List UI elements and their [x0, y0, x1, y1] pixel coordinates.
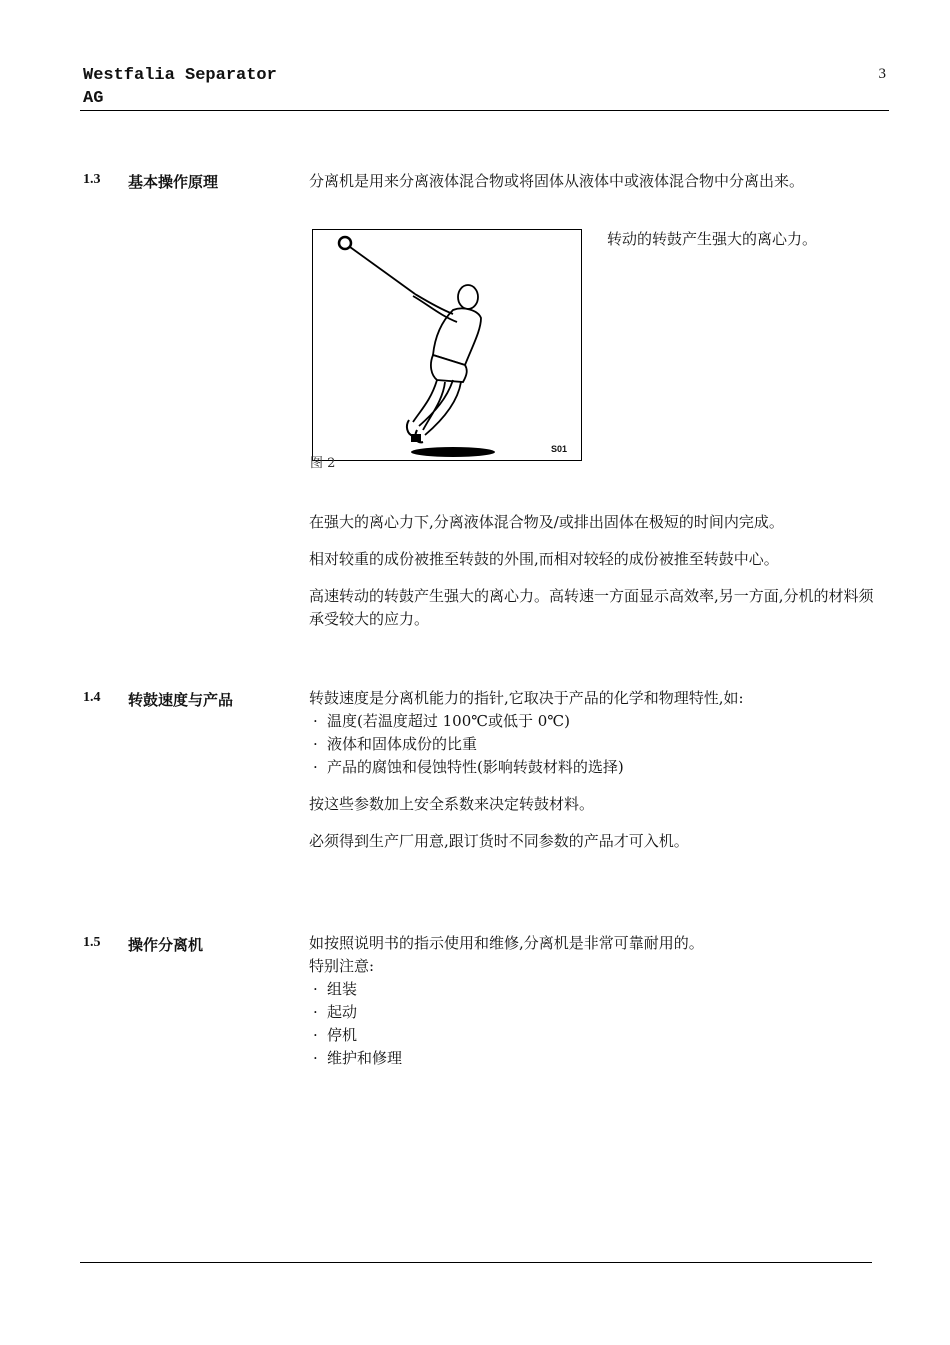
list-item: · 产品的腐蚀和侵蚀特性(影响转鼓材料的选择): [313, 758, 624, 776]
paragraph: 特别注意:: [309, 957, 375, 975]
figure-image: [312, 229, 582, 461]
page-number: 3: [878, 66, 886, 82]
list-item: · 液体和固体成份的比重: [313, 735, 478, 753]
list-item: · 起动: [313, 1003, 358, 1021]
footer-divider: [80, 1262, 872, 1263]
figure-code: S01: [550, 444, 567, 454]
company-name-line1: Westfalia Separator: [83, 66, 277, 85]
paragraph: 高速转动的转鼓产生强大的离心力。高转速一方面显示高效率,另一方面,分机的材料须承受较大的应力。: [309, 587, 874, 628]
section-title: 操作分离机: [128, 936, 204, 954]
section-body: [309, 932, 884, 1070]
paragraph: 按这些参数加上安全系数来决定转鼓材料。: [309, 795, 595, 813]
company-name-line2: AG: [83, 89, 104, 108]
company-name: [83, 64, 277, 110]
section-number: 1.3: [83, 172, 101, 187]
header-divider: [80, 110, 889, 111]
paragraph: 分离机是用来分离液体混合物或将固体从液体中或液体混合物中分离出来。: [309, 172, 805, 190]
section-number: 1.5: [83, 935, 101, 950]
section-number: 1.4: [83, 690, 101, 705]
paragraph: 转鼓速度是分离机能力的指针,它取决于产品的化学和物理特性,如:: [309, 689, 744, 707]
section-title: 转鼓速度与产品: [128, 691, 234, 709]
section-body: [309, 511, 884, 631]
list-item: · 组装: [313, 980, 358, 998]
section-title: 基本操作原理: [128, 173, 219, 191]
list-item: · 停机: [313, 1026, 358, 1044]
figure-side-text: 转动的转鼓产生强大的离心力。: [607, 230, 818, 248]
figure-caption: 图 2: [310, 456, 336, 471]
hammer-thrower-illustration-icon: [313, 230, 581, 460]
paragraph: 如按照说明书的指示使用和维修,分离机是非常可靠耐用的。: [309, 934, 704, 952]
list-item: · 维护和修理: [313, 1049, 403, 1067]
section-intro: [309, 170, 864, 193]
paragraph: 必须得到生产厂用意,跟订货时不同参数的产品才可入机。: [309, 832, 689, 850]
paragraph: 在强大的离心力下,分离液体混合物及/或排出固体在极短的时间内完成。: [309, 513, 784, 531]
list-item: · 温度(若温度超过 100℃或低于 0℃): [313, 712, 570, 730]
bullet-list: [309, 978, 884, 1070]
section-body: [309, 687, 884, 853]
bullet-list: [309, 710, 884, 779]
paragraph: 相对较重的成份被推至转鼓的外围,而相对较轻的成份被推至转鼓中心。: [309, 550, 779, 568]
